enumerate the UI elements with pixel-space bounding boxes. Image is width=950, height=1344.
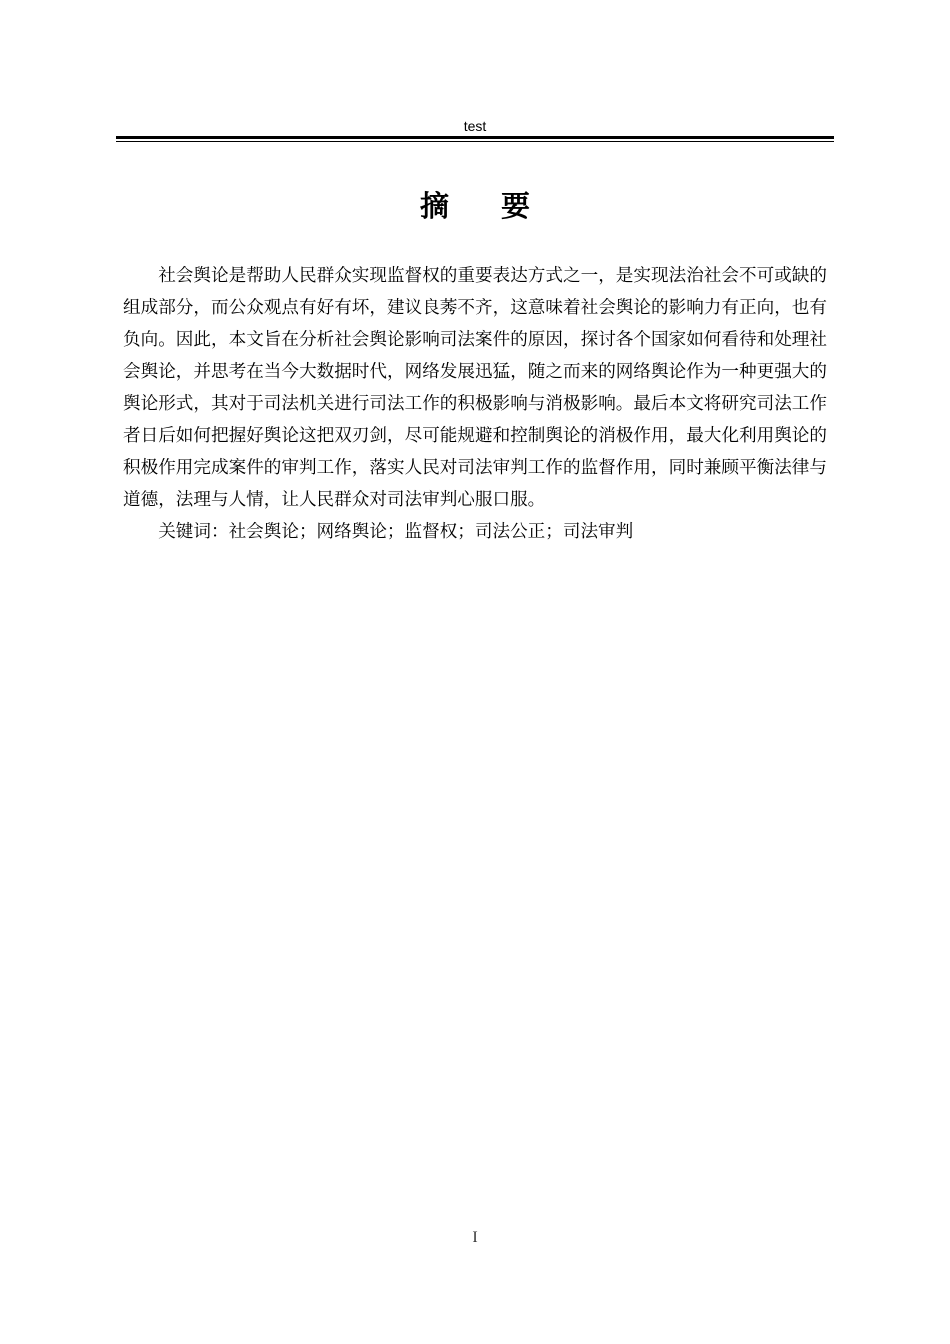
page-title: [0, 186, 950, 226]
running-header: test: [463, 118, 487, 134]
header-rule-thin: [116, 141, 834, 142]
title-char-1: 摘: [419, 189, 449, 223]
page-number: I: [472, 1229, 478, 1246]
abstract-body: [123, 260, 827, 548]
title-char-2: 要: [501, 189, 531, 223]
keywords-line: 关键词：社会舆论；网络舆论；监督权；司法公正；司法审判: [158, 522, 634, 542]
abstract-paragraph: 社会舆论是帮助人民群众实现监督权的重要表达方式之一，是实现法治社会不可或缺的组成部分，而公众观点有好有坏，建议良莠不齐，这意味着社会舆论的影响力有正向，也有负向。因此，本文旨在分析社会舆论影响司法案件的原因，探讨各个国家如何看待和处理社会舆论，并思考在当今大数据时代，网络发展迅猛，随之而来的网络舆论作为一种更强大的舆论形式，其对于司法机关进行司法工作的积极影响与消极影响。最后本文将研究司法工作者日后如何把握好舆论这把双刃剑，尽可能规避和控制舆论的消极作用，最大化利用舆论的积极作用完成案件的审判工作，落实人民对司法审判工作的监督作用，同时兼顾平衡法律与道德，法理与人情，让人民群众对司法审判心服口服。: [123, 266, 827, 510]
header-rule-thick: [116, 136, 834, 139]
